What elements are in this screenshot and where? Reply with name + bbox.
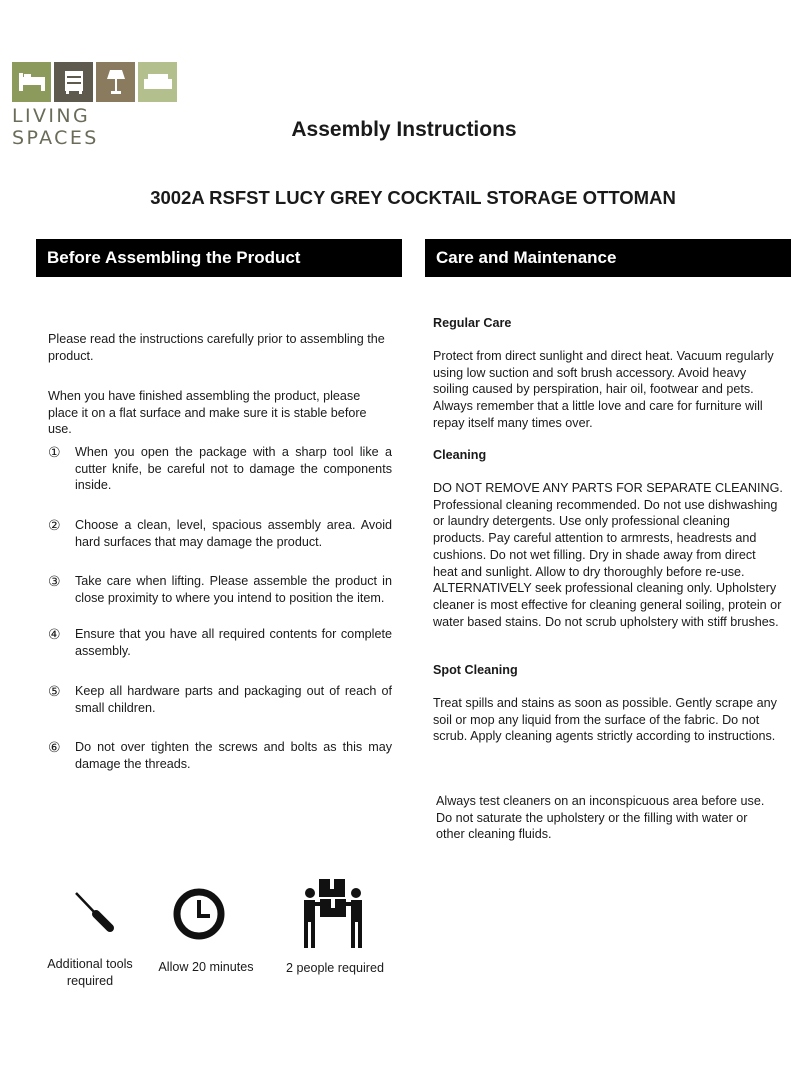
time-caption: Allow 20 minutes [158, 960, 254, 974]
page-title: Assembly Instructions [291, 118, 517, 141]
list-item [48, 683, 392, 716]
item-text: Take care when lifting. Please assemble the product in close proximity to where you intend to position the item. [75, 574, 392, 605]
bed-icon [12, 62, 51, 102]
list-item [48, 517, 392, 550]
item-text: When you open the package with a sharp tool like a cutter knife, be careful not to damage the components inside. [75, 445, 392, 493]
regular-care-text: Protect from direct sunlight and direct heat. Vacuum regularly using low suction and soft brush accessory. Avoid heavy soiling caused by perspiration, hair oil, footwear and pets. Always remember that a little love and care for furniture will repay itself many times over. [433, 349, 774, 430]
test-cleaners-note: Always test cleaners on an inconspicuous area before use. Do not saturate the upholstery or the filling with water or other cleaning fluids. [436, 794, 765, 842]
tools-caption: Additional tools required [47, 957, 133, 988]
item-number: ⑥ [48, 739, 61, 755]
before-assembling-header: Before Assembling the Product [36, 239, 402, 277]
item-number: ② [48, 517, 61, 533]
item-number: ⑤ [48, 683, 61, 699]
clock-icon [172, 886, 228, 942]
spot-cleaning-text: Treat spills and stains as soon as possible. Gently scrape any soil or mop any liquid from the surface of the fabric. Do not scrub. Apply cleaning agents strictly according to instructions. [433, 696, 777, 744]
item-text: Choose a clean, level, spacious assembly area. Avoid hard surfaces that may damage the product. [75, 518, 392, 549]
item-number: ① [48, 444, 61, 460]
item-text: Ensure that you have all required contents for complete assembly. [75, 627, 392, 658]
spot-cleaning-heading: Spot Cleaning [433, 663, 518, 677]
care-maintenance-header: Care and Maintenance [425, 239, 791, 277]
list-item [48, 573, 392, 606]
care-maintenance-section [433, 0, 783, 1085]
list-item [48, 444, 392, 494]
item-text: Do not over tighten the screws and bolts as this may damage the threads. [75, 740, 392, 771]
item-number: ④ [48, 626, 61, 642]
regular-care-heading: Regular Care [433, 316, 512, 330]
brand-name: LIVING SPACES [12, 105, 99, 149]
intro-paragraph: Please read the instructions carefully prior to assembling the product. [48, 332, 385, 363]
screwdriver-icon [72, 890, 118, 934]
product-title: 3002A RSFST LUCY GREY COCKTAIL STORAGE OTTOMAN [150, 187, 676, 208]
cleaning-text: DO NOT REMOVE ANY PARTS FOR SEPARATE CLEANING. Professional cleaning recommended. Do not use dishwashing or laundry detergents. Use only professional cleaning products. Pay careful attention to armrests, headrests and cushions. Do not wet filling. Dry in shade away from direct heat and sunlight. Allow to dry thoroughly before re-use. ALTERNATIVELY seek professional cleaning only. Upholstery cleaner is most effective for cleaning general soiling, protein or water based stains. Do not scrub upholstery with stiff brushes. [433, 481, 783, 629]
item-text: Keep all hardware parts and packaging out of reach of small children. [75, 684, 392, 715]
cleaning-heading: Cleaning [433, 448, 487, 462]
people-caption: 2 people required [285, 961, 385, 975]
intro-paragraph-2: When you have finished assembling the product, please place it on a flat surface and make sure it is stable before use. [48, 389, 367, 437]
item-number: ③ [48, 573, 61, 589]
list-item [48, 626, 392, 659]
list-item [48, 739, 392, 772]
two-people-icon [300, 877, 366, 951]
